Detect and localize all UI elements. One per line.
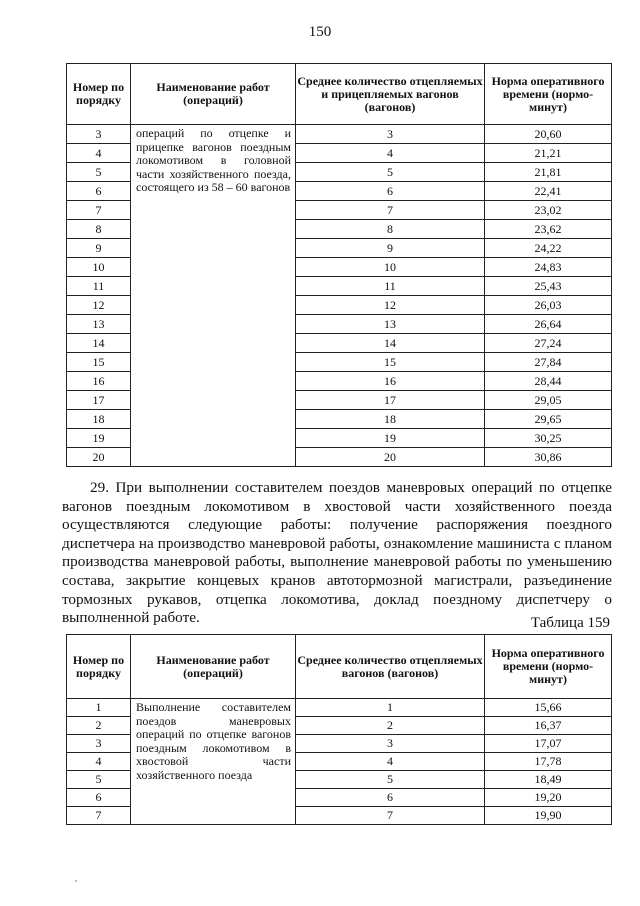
wagon-count-cell: 18: [296, 410, 485, 429]
wagon-count-cell: 14: [296, 334, 485, 353]
wagon-count-cell: 5: [296, 771, 485, 789]
header-wagon-count: Среднее количество отцепляемых и прицепляемых вагонов (вагонов): [296, 64, 485, 125]
row-number-cell: 13: [67, 315, 131, 334]
wagon-count-cell: 7: [296, 807, 485, 825]
clause-29-paragraph: 29. При выполнении составителем поездов маневровых операций по отцепке вагонов поездным локомотивом в хвостовой части хозяйственного поезда осуществляются следующие работы: получение распоряжения поездного диспетчера на производство маневровой работы, ознакомление машиниста с планом производства маневровой работы, выполнение маневровой работы по уменьшению состава, закрытие концевых кранов автотормозной магистрали, разъединение тормозных рукавов, отцепка локомотива, доклад поездному диспетчеру о выполненной работе.: [62, 479, 612, 627]
wagon-count-cell: 17: [296, 391, 485, 410]
time-norm-cell: 24,83: [485, 258, 612, 277]
time-norm-cell: 16,37: [485, 717, 612, 735]
time-norm-cell: 29,05: [485, 391, 612, 410]
row-number-cell: 12: [67, 296, 131, 315]
header-number: Номер по порядку: [67, 64, 131, 125]
time-norm-cell: 29,65: [485, 410, 612, 429]
wagon-count-cell: 1: [296, 699, 485, 717]
wagon-count-cell: 3: [296, 735, 485, 753]
header-operation-name: Наименование работ (операций): [131, 635, 296, 699]
time-norm-cell: 22,41: [485, 182, 612, 201]
wagon-count-cell: 19: [296, 429, 485, 448]
wagon-count-cell: 20: [296, 448, 485, 467]
row-number-cell: 16: [67, 372, 131, 391]
header-wagon-count: Среднее количество отцепляемых вагонов (вагонов): [296, 635, 485, 699]
time-norm-cell: 23,62: [485, 220, 612, 239]
operation-name-cell: операций по отцепке и прицепке вагонов поездным локомотивом в головной части хозяйственного поезда, состоящего из 58 – 60 вагонов: [131, 125, 296, 467]
row-number-cell: 5: [67, 163, 131, 182]
table-header-row: [67, 64, 612, 125]
page-number: 150: [308, 24, 332, 40]
wagon-count-cell: 2: [296, 717, 485, 735]
wagon-count-cell: 3: [296, 125, 485, 144]
row-number-cell: 2: [67, 717, 131, 735]
wagon-count-cell: 11: [296, 277, 485, 296]
row-number-cell: 9: [67, 239, 131, 258]
time-norm-cell: 17,78: [485, 753, 612, 771]
row-number-cell: 7: [67, 201, 131, 220]
row-number-cell: 10: [67, 258, 131, 277]
wagon-count-cell: 9: [296, 239, 485, 258]
wagon-count-cell: 6: [296, 182, 485, 201]
time-norm-cell: 30,86: [485, 448, 612, 467]
time-norm-cell: 26,03: [485, 296, 612, 315]
wagon-count-cell: 12: [296, 296, 485, 315]
time-norm-cell: 26,64: [485, 315, 612, 334]
header-number: Номер по порядку: [67, 635, 131, 699]
time-norm-cell: 19,90: [485, 807, 612, 825]
wagon-count-cell: 10: [296, 258, 485, 277]
row-number-cell: 15: [67, 353, 131, 372]
row-number-cell: 6: [67, 789, 131, 807]
row-number-cell: 20: [67, 448, 131, 467]
wagon-count-cell: 4: [296, 144, 485, 163]
time-norm-cell: 21,21: [485, 144, 612, 163]
table-row: [67, 125, 612, 144]
time-norm-cell: 18,49: [485, 771, 612, 789]
table-row: [67, 699, 612, 717]
row-number-cell: 4: [67, 144, 131, 163]
table-159: [66, 634, 612, 825]
time-norm-cell: 27,84: [485, 353, 612, 372]
time-norm-cell: 17,07: [485, 735, 612, 753]
row-number-cell: 18: [67, 410, 131, 429]
time-norm-cell: 25,43: [485, 277, 612, 296]
time-norm-cell: 30,25: [485, 429, 612, 448]
row-number-cell: 3: [67, 735, 131, 753]
time-norm-cell: 19,20: [485, 789, 612, 807]
scan-speck: [75, 880, 77, 882]
table-header-row: [67, 635, 612, 699]
table-159-caption: Таблица 159: [530, 615, 610, 631]
time-norm-cell: 24,22: [485, 239, 612, 258]
time-norm-cell: 28,44: [485, 372, 612, 391]
row-number-cell: 11: [67, 277, 131, 296]
header-time-norm: Норма оперативного времени (нормо-минут): [485, 635, 612, 699]
time-norm-cell: 27,24: [485, 334, 612, 353]
row-number-cell: 4: [67, 753, 131, 771]
row-number-cell: 7: [67, 807, 131, 825]
time-norm-cell: 23,02: [485, 201, 612, 220]
wagon-count-cell: 7: [296, 201, 485, 220]
time-norm-cell: 21,81: [485, 163, 612, 182]
wagon-count-cell: 4: [296, 753, 485, 771]
row-number-cell: 19: [67, 429, 131, 448]
row-number-cell: 3: [67, 125, 131, 144]
row-number-cell: 1: [67, 699, 131, 717]
header-operation-name: Наименование работ (операций): [131, 64, 296, 125]
wagon-count-cell: 6: [296, 789, 485, 807]
operation-name-cell: Выполнение составителем поездов маневровых операций по отцепке вагонов поездным локомотивом в хвостовой части хозяйственного поезда: [131, 699, 296, 825]
row-number-cell: 17: [67, 391, 131, 410]
wagon-count-cell: 15: [296, 353, 485, 372]
row-number-cell: 5: [67, 771, 131, 789]
wagon-count-cell: 5: [296, 163, 485, 182]
time-norm-cell: 20,60: [485, 125, 612, 144]
header-time-norm: Норма оперативного времени (нормо-минут): [485, 64, 612, 125]
wagon-count-cell: 16: [296, 372, 485, 391]
wagon-count-cell: 8: [296, 220, 485, 239]
wagon-count-cell: 13: [296, 315, 485, 334]
row-number-cell: 14: [67, 334, 131, 353]
row-number-cell: 6: [67, 182, 131, 201]
time-norm-cell: 15,66: [485, 699, 612, 717]
norms-table-continued: [66, 63, 612, 467]
row-number-cell: 8: [67, 220, 131, 239]
